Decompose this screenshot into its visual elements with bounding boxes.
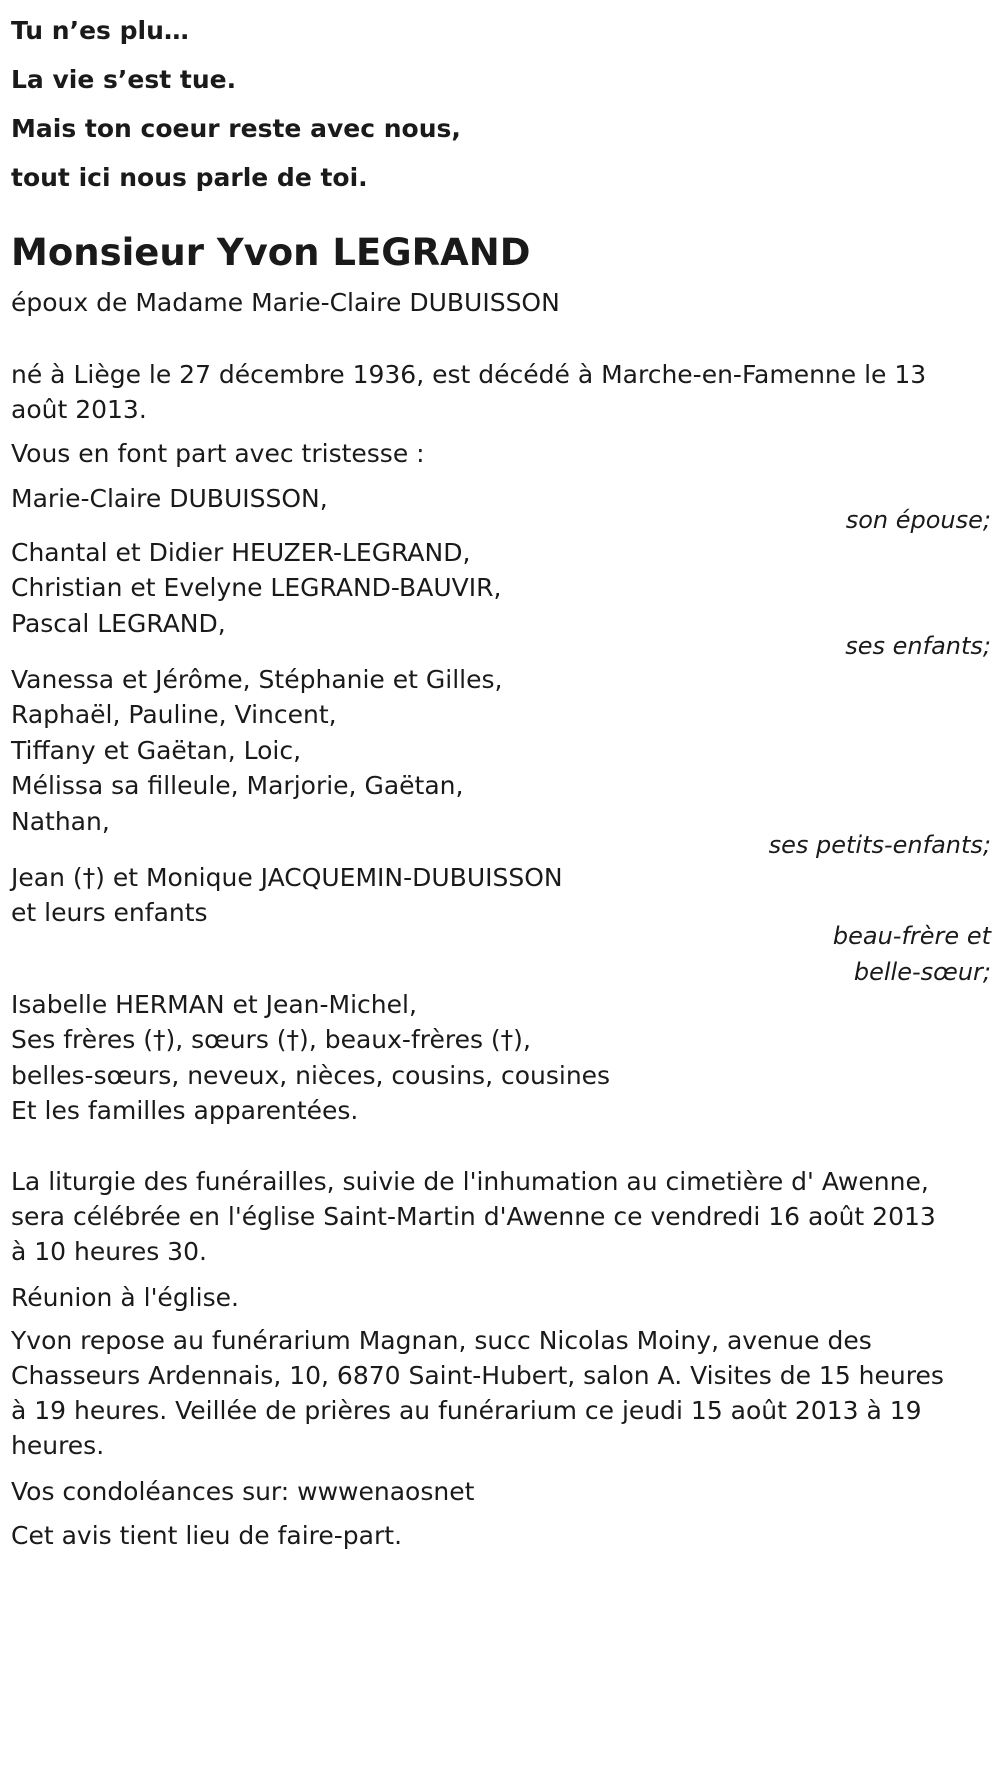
birth-death-line: né à Liège le 27 décembre 1936, est décédé à Marche-en-Famenne le 13 bbox=[11, 360, 927, 389]
family-role-children: ses enfants; bbox=[845, 632, 991, 660]
announce-text: Vous en font part avec tristesse : bbox=[11, 439, 425, 468]
birth-death-paragraph bbox=[11, 355, 991, 430]
liturgy-line: sera célébrée en l'église Saint-Martin d'Awenne ce vendredi 16 août 2013 bbox=[11, 1202, 936, 1231]
funerarium-line: heures. bbox=[11, 1431, 105, 1460]
family-name-line: Isabelle HERMAN et Jean-Michel, bbox=[11, 990, 417, 1019]
family-role-spouse: son épouse; bbox=[845, 506, 991, 534]
funerarium-line: à 19 heures. Veillée de prières au funérarium ce jeudi 15 août 2013 à 19 bbox=[11, 1396, 922, 1425]
birth-death-line: août 2013. bbox=[11, 395, 147, 424]
poem-line: La vie s’est tue. bbox=[11, 65, 237, 94]
family-group-spouse bbox=[11, 479, 991, 519]
announce-line bbox=[11, 434, 991, 474]
family-name-line: et leurs enfants bbox=[11, 898, 208, 927]
poem-line: Tu n’es plu… bbox=[11, 16, 189, 45]
family-name-line: Mélissa sa filleule, Marjorie, Gaëtan, bbox=[11, 771, 464, 800]
family-name-line: Et les familles apparentées. bbox=[11, 1096, 359, 1125]
condolences-line bbox=[11, 1472, 991, 1512]
family-group-children bbox=[11, 535, 991, 642]
family-name-line: Vanessa et Jérôme, Stéphanie et Gilles, bbox=[11, 665, 503, 694]
condolences-text: Vos condoléances sur: wwwenaosnet bbox=[11, 1477, 475, 1506]
family-name-line: Tiffany et Gaëtan, Loic, bbox=[11, 736, 302, 765]
family-role-in-laws: beau-frère et bbox=[832, 922, 991, 950]
reunion-line bbox=[11, 1278, 991, 1318]
family-name-line: Pascal LEGRAND, bbox=[11, 609, 226, 638]
reunion-text: Réunion à l'église. bbox=[11, 1283, 239, 1312]
poem-line: tout ici nous parle de toi. bbox=[11, 163, 368, 192]
liturgy-paragraph bbox=[11, 1164, 991, 1269]
family-name-line: Marie-Claire DUBUISSON, bbox=[11, 484, 328, 513]
spouse-line bbox=[11, 283, 991, 323]
spouse-text: époux de Madame Marie-Claire DUBUISSON bbox=[11, 288, 560, 317]
funerarium-line: Chasseurs Ardennais, 10, 6870 Saint-Hubert, salon A. Visites de 15 heures bbox=[11, 1361, 944, 1390]
family-name-line: Nathan, bbox=[11, 807, 110, 836]
liturgy-line: à 10 heures 30. bbox=[11, 1237, 207, 1266]
family-name-line: Christian et Evelyne LEGRAND-BAUVIR, bbox=[11, 573, 502, 602]
closing-text: Cet avis tient lieu de faire-part. bbox=[11, 1521, 403, 1550]
liturgy-line: La liturgie des funérailles, suivie de l'inhumation au cimetière d' Awenne, bbox=[11, 1167, 929, 1196]
family-group-others bbox=[11, 987, 991, 1129]
family-role-grandchildren: ses petits-enfants; bbox=[768, 831, 991, 859]
family-name-line: Raphaël, Pauline, Vincent, bbox=[11, 700, 337, 729]
family-name-line: belles-sœurs, neveux, nièces, cousins, cousines bbox=[11, 1061, 611, 1090]
family-group-grandchildren bbox=[11, 662, 991, 839]
family-name-line: Chantal et Didier HEUZER-LEGRAND, bbox=[11, 538, 471, 567]
deceased-name-title: Monsieur Yvon LEGRAND bbox=[11, 231, 531, 274]
closing-line bbox=[11, 1516, 991, 1556]
family-name-line: Ses frères (†), sœurs (†), beaux-frères (†), bbox=[11, 1025, 531, 1054]
poem-line: Mais ton coeur reste avec nous, bbox=[11, 114, 461, 143]
poem bbox=[11, 6, 911, 202]
family-role-in-laws: belle-sœur; bbox=[853, 958, 991, 986]
funerarium-line: Yvon repose au funérarium Magnan, succ Nicolas Moiny, avenue des bbox=[11, 1326, 872, 1355]
family-name-line: Jean (†) et Monique JACQUEMIN-DUBUISSON bbox=[11, 863, 563, 892]
funerarium-paragraph bbox=[11, 1323, 991, 1463]
